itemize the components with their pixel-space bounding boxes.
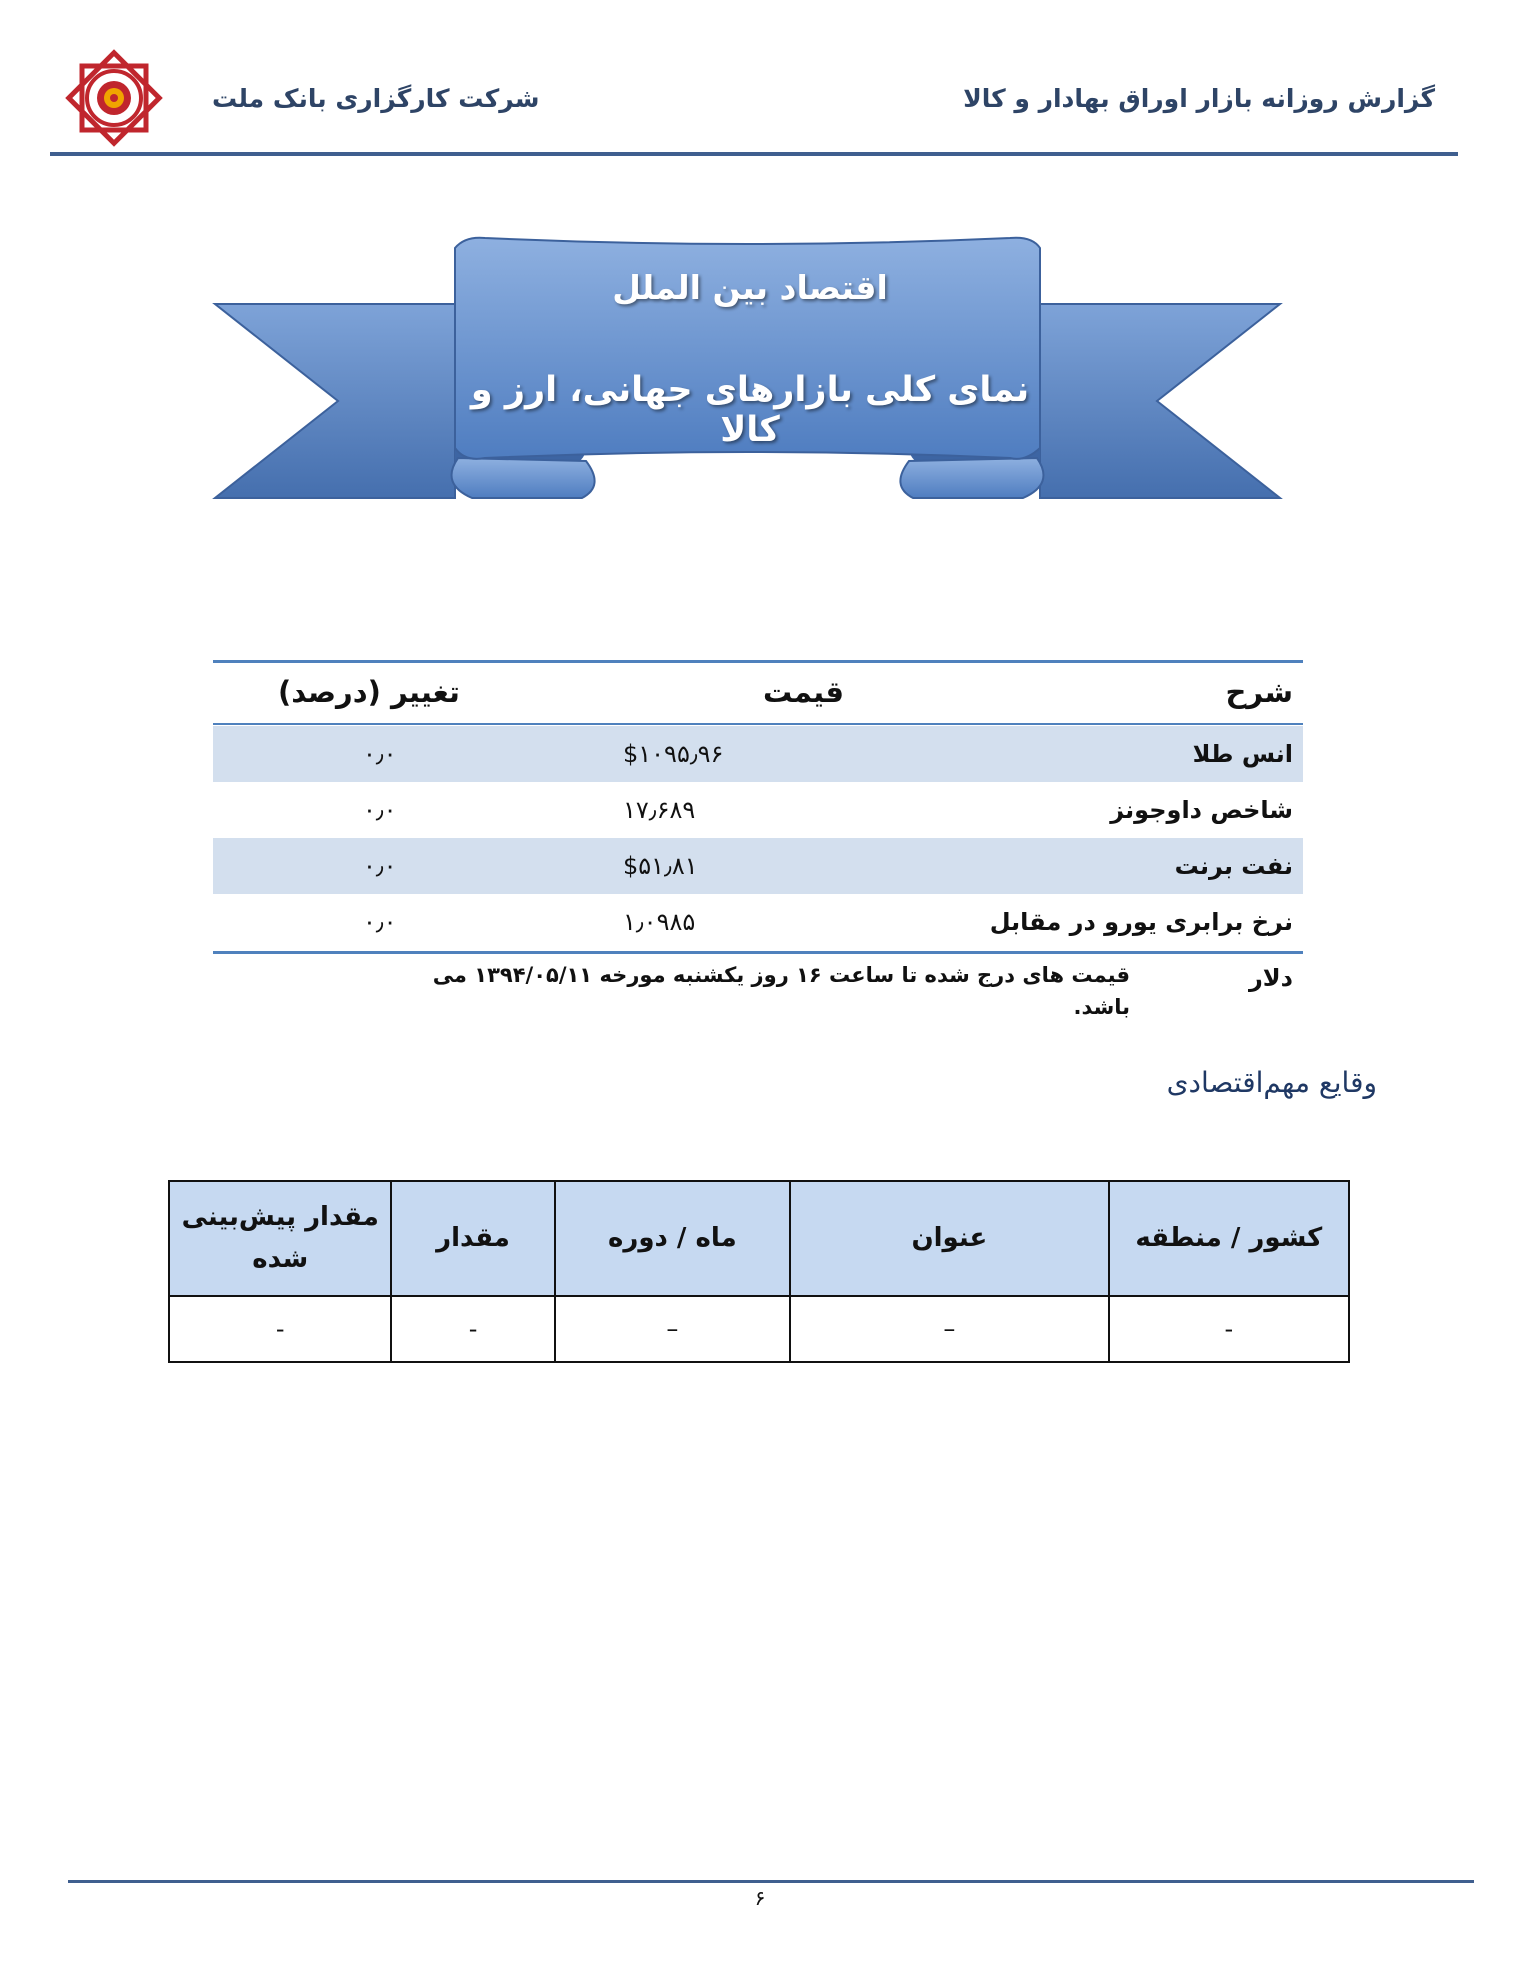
table-row: [213, 726, 1303, 782]
markets-table-header: [213, 664, 1303, 720]
cell-period: –: [555, 1296, 790, 1362]
row-price: $۵۱٫۸۱: [623, 852, 698, 880]
column-header-actual: مقدار: [391, 1181, 554, 1296]
row-description: انس طلا: [1192, 740, 1293, 768]
column-header-change: تغییر (درصد): [278, 675, 460, 709]
banner-subtitle: نمای کلی بازارهای جهانی، ارز و کالا: [470, 370, 1030, 450]
row-change: ۰٫۰: [363, 852, 397, 880]
bank-mellat-logo-icon: [62, 46, 166, 150]
events-table: [168, 1180, 1350, 1363]
banner-title: اقتصاد بین الملل: [612, 268, 888, 307]
column-header-country: کشور / منطقه: [1109, 1181, 1349, 1296]
row-description: نفت برنت: [1174, 852, 1293, 880]
row-price: ۱٫۰۹۸۵: [623, 908, 696, 936]
table-row: [213, 838, 1303, 894]
table-row: [213, 782, 1303, 838]
row-change: ۰٫۰: [363, 796, 397, 824]
row-change: ۰٫۰: [363, 740, 397, 768]
column-header-price: قیمت: [763, 675, 844, 709]
cell-country: -: [1109, 1296, 1349, 1362]
header-rule: [50, 152, 1458, 156]
markets-table-top-rule: [213, 660, 1303, 663]
column-header-forecast: مقدار پیش‌بینی شده: [169, 1181, 391, 1296]
events-table-header: [169, 1181, 1349, 1296]
events-heading: وقایع مهم‌اقتصادی: [1166, 1066, 1377, 1099]
page-number: ۶: [754, 1886, 766, 1910]
company-name: شرکت کارگزاری بانک ملت: [212, 84, 540, 113]
row-price: ۱۷٫۶۸۹: [623, 796, 696, 824]
row-change: ۰٫۰: [363, 908, 397, 936]
footer-rule: [68, 1880, 1474, 1883]
column-header-description: شرح: [1225, 675, 1293, 709]
row-description: نرخ برابری یورو در مقابل دلار: [989, 908, 1293, 992]
row-description: شاخص داوجونز: [1110, 796, 1293, 824]
cell-actual: -: [391, 1296, 554, 1362]
markets-table-header-rule: [213, 723, 1303, 725]
price-note: قیمت های درج شده تا ساعت ۱۶ روز یکشنبه مورخه ۱۳۹۴/۰۵/۱۱ می باشد.: [432, 963, 1130, 1019]
cell-forecast: -: [169, 1296, 391, 1362]
column-header-period: ماه / دوره: [555, 1181, 790, 1296]
markets-table-bottom-rule: [213, 951, 1303, 954]
row-price: $۱۰۹۵٫۹۶: [623, 740, 724, 768]
column-header-title: عنوان: [790, 1181, 1109, 1296]
report-title: گزارش روزانه بازار اوراق بهادار و کالا: [963, 84, 1435, 113]
cell-title: –: [790, 1296, 1109, 1362]
table-row: [169, 1296, 1349, 1362]
